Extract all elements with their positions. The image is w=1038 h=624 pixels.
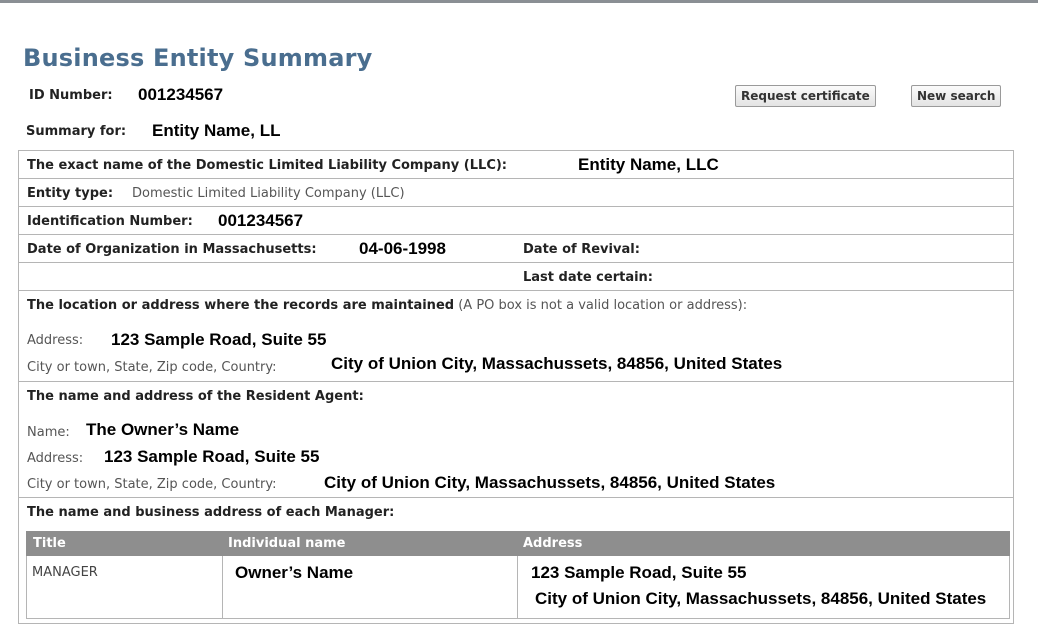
exact-name-row	[18, 150, 1014, 179]
summary-for-value: Entity Name, LL	[152, 121, 281, 140]
records-location-note: (A PO box is not a valid location or address):	[458, 298, 748, 313]
exact-name-value: Entity Name, LLC	[578, 155, 719, 174]
request-certificate-button[interactable]: Request certificate	[735, 85, 876, 107]
column-divider	[517, 556, 518, 618]
column-individual-name: Individual name	[228, 536, 346, 551]
organization-date-value: 04-06-1998	[359, 239, 446, 258]
manager-title: MANAGER	[32, 565, 98, 580]
records-address-value: 123 Sample Road, Suite 55	[111, 330, 327, 349]
organization-date-row	[18, 234, 1014, 263]
agent-city-value: City of Union City, Massachussets, 84856, United States	[324, 473, 776, 492]
agent-name-value: The Owner’s Name	[86, 420, 240, 439]
managers-heading: The name and business address of each Manager:	[27, 505, 395, 520]
resident-agent-heading: The name and address of the Resident Agent:	[27, 389, 364, 404]
identification-label: Identification Number:	[27, 214, 193, 229]
organization-date-label: Date of Organization in Massachusetts:	[27, 242, 317, 257]
agent-address-value: 123 Sample Road, Suite 55	[104, 447, 320, 466]
agent-address-label: Address:	[27, 451, 84, 466]
summary-for-label: Summary for:	[26, 124, 127, 139]
records-location-section	[18, 290, 1014, 382]
entity-type-value: Domestic Limited Liability Company (LLC)	[132, 186, 405, 201]
agent-name-label: Name:	[27, 425, 70, 440]
page-title: Business Entity Summary	[23, 44, 373, 72]
identification-value: 001234567	[218, 211, 304, 230]
column-address: Address	[523, 536, 583, 551]
last-date-label: Last date certain:	[523, 270, 653, 285]
records-city-value: City of Union City, Massachussets, 84856, United States	[331, 354, 783, 373]
managers-table-header	[26, 531, 1010, 556]
records-address-label: Address:	[27, 333, 84, 348]
manager-name: Owner’s Name	[235, 563, 354, 582]
manager-address-line2: City of Union City, Massachussets, 84856, United States	[535, 589, 987, 608]
exact-name-label: The exact name of the Domestic Limited Liability Company (LLC):	[27, 158, 507, 173]
entity-type-row	[18, 178, 1014, 207]
resident-agent-section	[18, 381, 1014, 498]
last-date-row	[18, 262, 1014, 291]
column-title: Title	[33, 536, 66, 551]
records-location-heading: The location or address where the records are maintained	[27, 298, 455, 313]
entity-type-label: Entity type:	[27, 186, 114, 201]
id-number-label: ID Number:	[29, 88, 113, 103]
id-number-value: 001234567	[138, 85, 224, 104]
identification-row	[18, 206, 1014, 235]
new-search-button[interactable]: New search	[911, 85, 1001, 107]
records-city-label: City or town, State, Zip code, Country:	[27, 360, 277, 375]
column-divider	[222, 556, 223, 618]
top-border	[0, 0, 1038, 3]
agent-city-label: City or town, State, Zip code, Country:	[27, 477, 277, 492]
table-row	[26, 556, 1010, 619]
manager-address-line1: 123 Sample Road, Suite 55	[531, 563, 747, 582]
revival-date-label: Date of Revival:	[523, 242, 640, 257]
